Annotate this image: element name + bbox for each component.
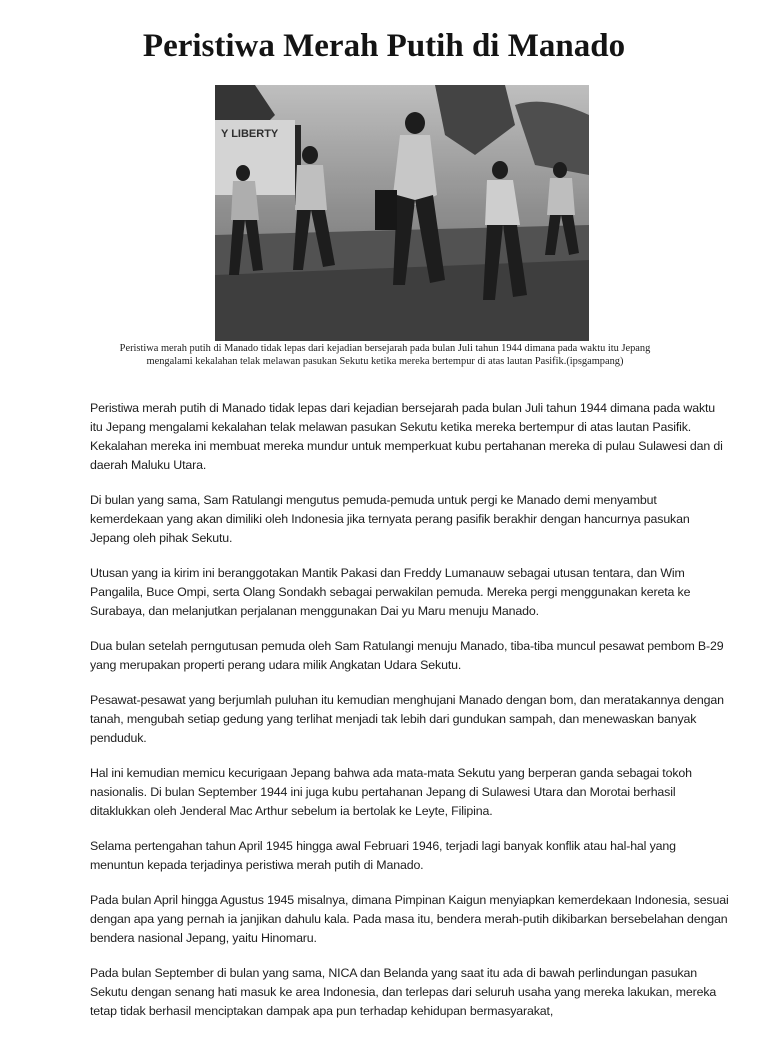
paragraph: Hal ini kemudian memicu kecurigaan Jepang bahwa ada mata-mata Sekutu yang berperan ganda sebagai tokoh nasionalis. Di bulan September 1944 ini juga kubu pertahanan Jepang di Sulawesi Utara dan Morotai berhasil ditaklukkan oleh Jenderal Mac Arthur sebelum ia bertolak ke Leyte, Filipina.: [90, 766, 692, 818]
paragraph: Utusan yang ia kirim ini beranggotakan Mantik Pakasi dan Freddy Lumanauw sebagai utusan tentara, dan Wim Pangalila, Buce Ompi, serta Olang Sondakh sebagai perwakilan pemuda. Mereka pergi menggunakan kereta ke Surabaya, dan melanjutkan perjalanan menggunakan Dai yu Maru menuju Manado.: [90, 566, 691, 618]
paragraph: Pesawat-pesawat yang berjumlah puluhan itu kemudian menghujani Manado dengan bom, dan meratakannya dengan tanah, mengubah setiap gedung yang terlihat menjadi tak lebih dari gundukan sampah, dan menewaskan banyak penduduk.: [90, 693, 724, 745]
historical-photo-icon: [215, 85, 589, 341]
photo-caption: Peristiwa merah putih di Manado tidak lepas dari kejadian bersejarah pada bulan Juli tahun 1944 dimana pada waktu itu Jepang mengalami kekalahan telak melawan pasukan Sekutu ketika mereka bertempur di atas lautan Pasifik.(ipsgampang): [119, 343, 651, 367]
paragraph: Di bulan yang sama, Sam Ratulangi mengutus pemuda-pemuda untuk pergi ke Manado demi menyambut kemerdekaan yang akan dimiliki oleh Indonesia jika ternyata perang pasifik berakhir dengan hancurnya pasukan Jepang oleh pihak Sekutu.: [90, 493, 690, 545]
paragraph: Pada bulan September di bulan yang sama, NICA dan Belanda yang saat itu ada di bawah perlindungan pasukan Sekutu dengan senang hati masuk ke area Indonesia, dan terlepas dari seluruh usaha yang mereka lakukan, mereka tetap tidak berhasil menciptakan dampak apa pun terhadap kehidupan bermasyarakat,: [90, 966, 717, 1018]
paragraph: Dua bulan setelah perngutusan pemuda oleh Sam Ratulangi menuju Manado, tiba-tiba muncul pesawat pembom B-29 yang merupakan properti perang udara milik Angkatan Udara Sekutu.: [90, 639, 724, 672]
paragraph: Selama pertengahan tahun April 1945 hingga awal Februari 1946, terjadi lagi banyak konflik atau hal-hal yang menuntun kepada terjadinya peristiwa merah putih di Manado.: [90, 839, 676, 872]
historical-photo: [215, 85, 589, 341]
sign-text: Y LIBERTY: [221, 128, 279, 140]
page-title: Peristiwa Merah Putih di Manado: [142, 28, 626, 64]
article-body: [90, 399, 730, 1037]
paragraph: Pada bulan April hingga Agustus 1945 misalnya, dimana Pimpinan Kaigun menyiapkan kemerdekaan Indonesia, sesuai dengan apa yang pernah ia janjikan dahulu kala. Pada masa itu, bendera merah-putih dikibarkan bersebelahan dengan bendera nasional Jepang, yaitu Hinomaru.: [90, 893, 729, 945]
paragraph: Peristiwa merah putih di Manado tidak lepas dari kejadian bersejarah pada bulan Juli tahun 1944 dimana pada waktu itu Jepang mengalami kekalahan telak melawan pasukan Sekutu ketika mereka bertempur di atas lautan Pasifik. Kekalahan mereka ini membuat mereka mundur untuk memperkuat kubu pertahanan mereka di pulau Sulawesi dan di daerah Maluku Utara.: [90, 401, 723, 472]
